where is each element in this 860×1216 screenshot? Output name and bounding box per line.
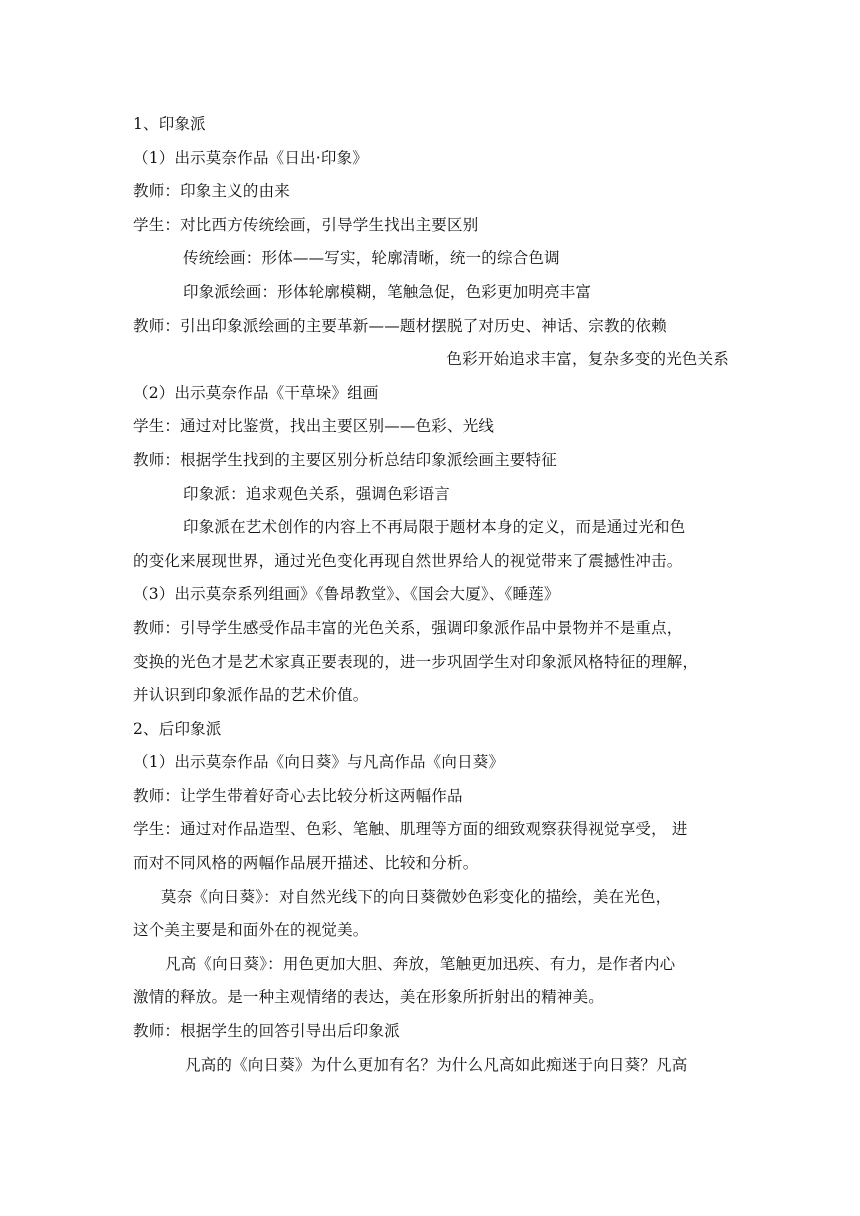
text-line: （3）出示莫奈系列组画》《鲁昂教堂》、《国会大厦》、《睡莲》 [133, 585, 560, 604]
text-line: 2、后印象派 [133, 719, 222, 738]
text-line: 1、印象派 [133, 115, 206, 133]
text-line: （1）出示莫奈作品《向日葵》与凡高作品《向日葵》 [133, 753, 505, 772]
text-line: 教师：引出印象派绘画的主要革新——题材摆脱了对历史、神话、宗教的依赖 [133, 316, 667, 335]
text-line: 印象派在艺术创作的内容上不再局限于题材本身的定义，而是通过光和色 [183, 518, 686, 537]
text-line: 教师：让学生带着好奇心去比较分析这两幅作品 [133, 786, 463, 805]
text-line: 教师：根据学生的回答引导出后印象派 [133, 1022, 400, 1041]
text-line: 学生：对比西方传统绘画，引导学生找出主要区别 [133, 215, 479, 234]
text-line: 印象派绘画：形体轮廓模糊，笔触急促，色彩更加明亮丰富 [183, 282, 592, 301]
text-line: 凡高《向日葵》：用色更加大胆、奔放，笔触更加迅疾、有力，是作者内心 [165, 954, 676, 973]
text-line: 教师：根据学生找到的主要区别分析总结印象派绘画主要特征 [133, 450, 557, 469]
text-line: 学生：通过对比鉴赏，找出主要区别——色彩、光线 [133, 417, 495, 436]
document-body [133, 108, 733, 1082]
text-line: 的变化来展现世界，通过光色变化再现自然世界给人的视觉带来了震撼性冲击。 [133, 551, 683, 570]
text-line: 莫奈《向日葵》：对自然光线下的向日葵微妙色彩变化的描绘，美在光色， [161, 887, 672, 906]
text-line: 而对不同风格的两幅作品展开描述、比较和分析。 [133, 854, 479, 873]
text-line: 色彩开始追求丰富，复杂多变的光色关系 [446, 350, 729, 369]
text-line: 教师：印象主义的由来 [133, 182, 291, 201]
text-line: 印象派：追求观色关系，强调色彩语言 [183, 484, 450, 503]
text-line: 变换的光色才是艺术家真正要表现的，进一步巩固学生对印象派风格特征的理解， [133, 652, 699, 671]
text-line: 这个美主要是和面外在的视觉美。 [133, 921, 369, 940]
text-line: 并认识到印象派作品的艺术价值。 [133, 686, 369, 705]
text-line: （1）出示莫奈作品《日出·印象》 [133, 148, 368, 167]
text-line: （2）出示莫奈作品《干草垛》组画 [133, 383, 379, 402]
text-line: 传统绘画：形体——写实，轮廓清晰，统一的综合色调 [183, 249, 560, 268]
text-line: 教师：引导学生感受作品丰富的光色关系，强调印象派作品中景物并不是重点， [133, 618, 683, 637]
text-line: 激情的释放。是一种主观情绪的表达，美在形象所折射出的精神美。 [133, 988, 605, 1007]
text-line: 凡高的《向日葵》为什么更加有名？为什么凡高如此痴迷于向日葵？凡高 [185, 1055, 688, 1074]
text-line: 学生：通过对作品造型、色彩、笔触、肌理等方面的细致观察获得视觉享受， 进 [133, 820, 688, 839]
